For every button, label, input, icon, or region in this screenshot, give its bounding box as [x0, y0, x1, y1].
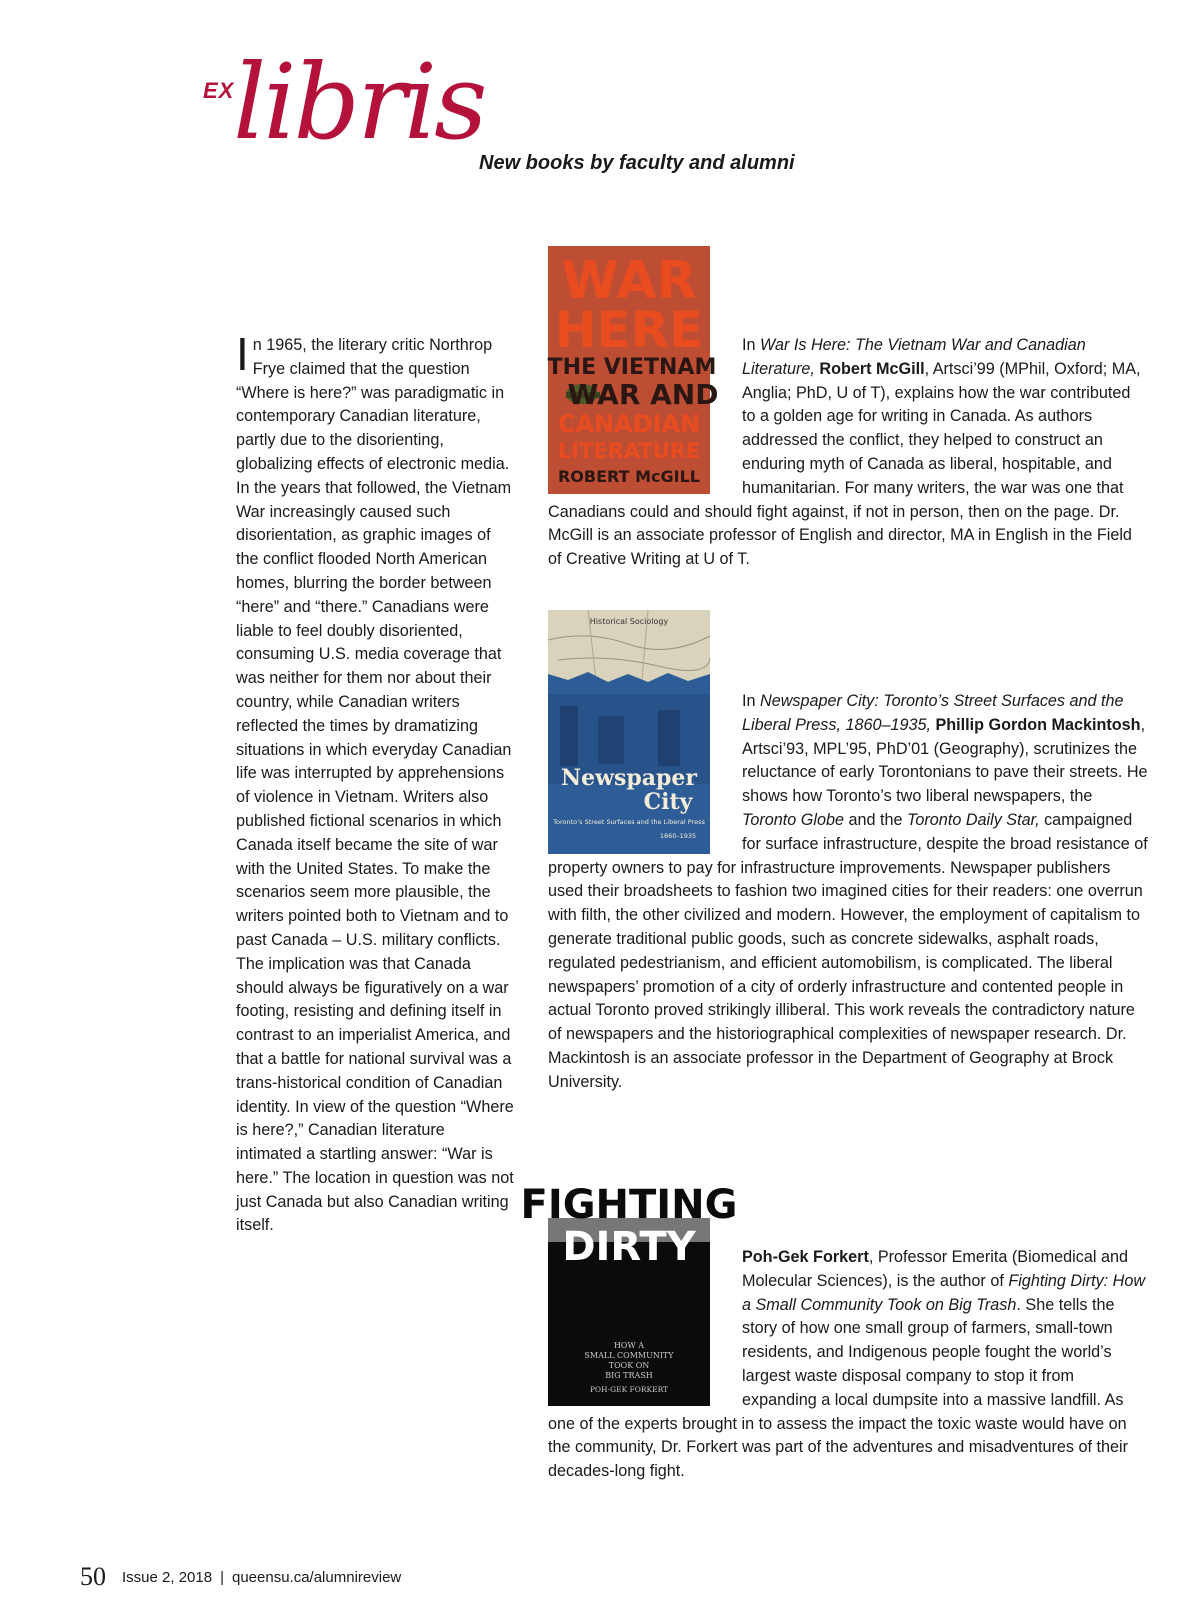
- entry-text: . She tells the story of how one small group of farmers, small-town residents, and Indigenous people fought the world’s largest waste disposal company to stop it from expanding a local dumpsite into a massive landfill. As one of the experts brought in to assess the impact the toxic waste would have on the community, Dr. Forkert was part of the adventures and misadventures of their decades-long fight.: [548, 1295, 1129, 1481]
- cover1-line-3: THE VIETNAM: [547, 355, 717, 380]
- cover2-series: Historical Sociology: [589, 617, 669, 626]
- cover2-title-1: Newspaper: [560, 765, 698, 791]
- cover1-line-6: LITERATURE: [557, 439, 701, 463]
- masthead-ex: EX: [203, 78, 235, 103]
- entry-text: , Anglia; PhD, U of T), explains how the war contributed to a golden age for writing in Canada. As authors addressed the conflict, they helped to construct an enduring myth of Canada as liberal, hospitable, and humanitarian. For many writers, the war was one that Canadians could and should fight against, if not in person, then on the page. Dr. McGill is an associate professor of English and director, MA in English in the Field of Creative Writing at U of T.: [548, 359, 1141, 569]
- page-number: 50: [80, 1562, 106, 1591]
- entry-text: , Artsci’93, MPL’95, PhD’01 (Geography), scrutinizes the reluctance of early Torontonians to pave their streets. He shows how Toronto’s two liberal newspapers, the: [742, 715, 1148, 806]
- cover1-line-5: CANADIAN: [557, 410, 701, 438]
- cover2-years: 1860–1935: [659, 832, 697, 840]
- entry-text: , Artsci’99 (MPhil, Oxford;: [924, 359, 1112, 378]
- issue-label: Issue 2, 2018: [122, 1569, 213, 1586]
- footer-url: queensu.ca/alumnireview: [231, 1569, 402, 1586]
- newspaper-name: Toronto Daily Star,: [907, 810, 1040, 829]
- cover1-line-4: WAR AND: [567, 378, 719, 411]
- book-title: Newspaper City: Toronto’s Street Surfaces and the Liberal Press, 1860–1935,: [742, 692, 1124, 734]
- cover3-author: POH-GEK FORKERT: [589, 1385, 669, 1394]
- page-footer: [80, 1562, 401, 1592]
- drop-cap: I: [236, 328, 249, 380]
- masthead-tagline: New books by faculty and alumni: [479, 152, 795, 174]
- cover3-sub-3: TOOK ON: [608, 1361, 650, 1370]
- cover1-line-1: WAR: [561, 251, 697, 311]
- entry-text: MA: [1111, 359, 1137, 378]
- lede-text: n 1965, the literary critic Northrop Frye claimed that the question “Where is here?” was paradigmatic in contemporary Canadian literature, partly due to the disorienting, globalizing effects of electronic media. In the years that followed, the Vietnam War increasingly caused such disorientation, as graphic images of the conflict flooded North American homes, blurring the border between “here” and “there.” Canadians were liable to feel doubly disoriented, consuming U.S. media coverage that was neither for them nor about their country, while Canadian writers reflected the times by dramatizing situations in which everyday Canadian life was interrupted by apprehensions of violence in Vietnam. Writers also published fictional scenarios in which Canada itself became the site of war with the United States. To make the scenarios seem more plausible, the writers pointed both to Vietnam and to past Canada – U.S. military conflicts. The implication was that Canada should always be figuratively on a war footing, resisting and defining itself in contrast to an imperialist America, and that a battle for national survival was a trans-historical condition of Canadian identity. In view of the question “Where is here?,” Canadian literature intimated a startling answer: “War is here.” The location in question was not just Canada but also Canadian writing itself.: [236, 336, 514, 1235]
- cover1-line-2: HERE: [554, 301, 704, 359]
- entry-text: In: [742, 336, 760, 354]
- cover3-sub-4: BIG TRASH: [605, 1371, 653, 1380]
- entry-text: , Professor Emerita (Biomedical and Molecular Sciences), is the author of: [742, 1248, 1128, 1290]
- cover1-line-7: ROBERT McGILL: [557, 467, 701, 486]
- cover3-title-2: DIRTY: [562, 1224, 696, 1270]
- entry-text: and the: [844, 810, 908, 829]
- book-entry-war-is-here: [548, 334, 1148, 572]
- book-title: Fighting Dirty: How a Small Community Took on Big Trash: [742, 1271, 1146, 1314]
- book-title: War Is Here: The Vietnam War and Canadian Literature,: [742, 336, 1086, 378]
- author-name: Poh-Gek Forkert: [742, 1248, 869, 1266]
- footer-separator: |: [220, 1569, 224, 1586]
- cover3-sub-2: SMALL COMMUNITY: [584, 1351, 674, 1360]
- entry-text: In: [742, 692, 760, 710]
- cover3-title-1: FIGHTING: [520, 1182, 738, 1228]
- cover2-title-2: City: [643, 789, 693, 815]
- book-entry-fighting-dirty: [548, 1246, 1148, 1484]
- author-name: Phillip Gordon Mackintosh: [935, 715, 1141, 734]
- lede-column: [236, 328, 514, 1238]
- cover2-subtitle: Toronto’s Street Surfaces and the Liberal Press: [553, 818, 705, 826]
- masthead: [203, 41, 843, 190]
- masthead-libris: libris: [233, 41, 485, 163]
- cover3-sub-1: HOW A: [613, 1341, 645, 1350]
- book-entry-newspaper-city: [548, 690, 1148, 1095]
- author-name: Robert McGill: [819, 359, 925, 378]
- entry-text: campaigned for surface infrastructure, despite the broad resistance of property owners to pay for infrastructure improvements. Newspaper publishers used their broadsheets to fashion two imagined cities for their readers: one overrun with filth, the other civilized and modern. However, the employment of capitalism to generate traditional public goods, such as concrete sidewalks, asphalt roads, regulated pedestrianism, and efficient automobilism, is complicated. The liberal newspapers’ promotion of a city of orderly infrastructure and contented people in actual Toronto proved strikingly illiberal. This work reveals the contradictory nature of newspapers and the historiographical complexities of newspaper research. Dr. Mackintosh is an associate professor in the Department of Geography at Brock University.: [548, 810, 1148, 1091]
- newspaper-name: Toronto Globe: [742, 810, 844, 829]
